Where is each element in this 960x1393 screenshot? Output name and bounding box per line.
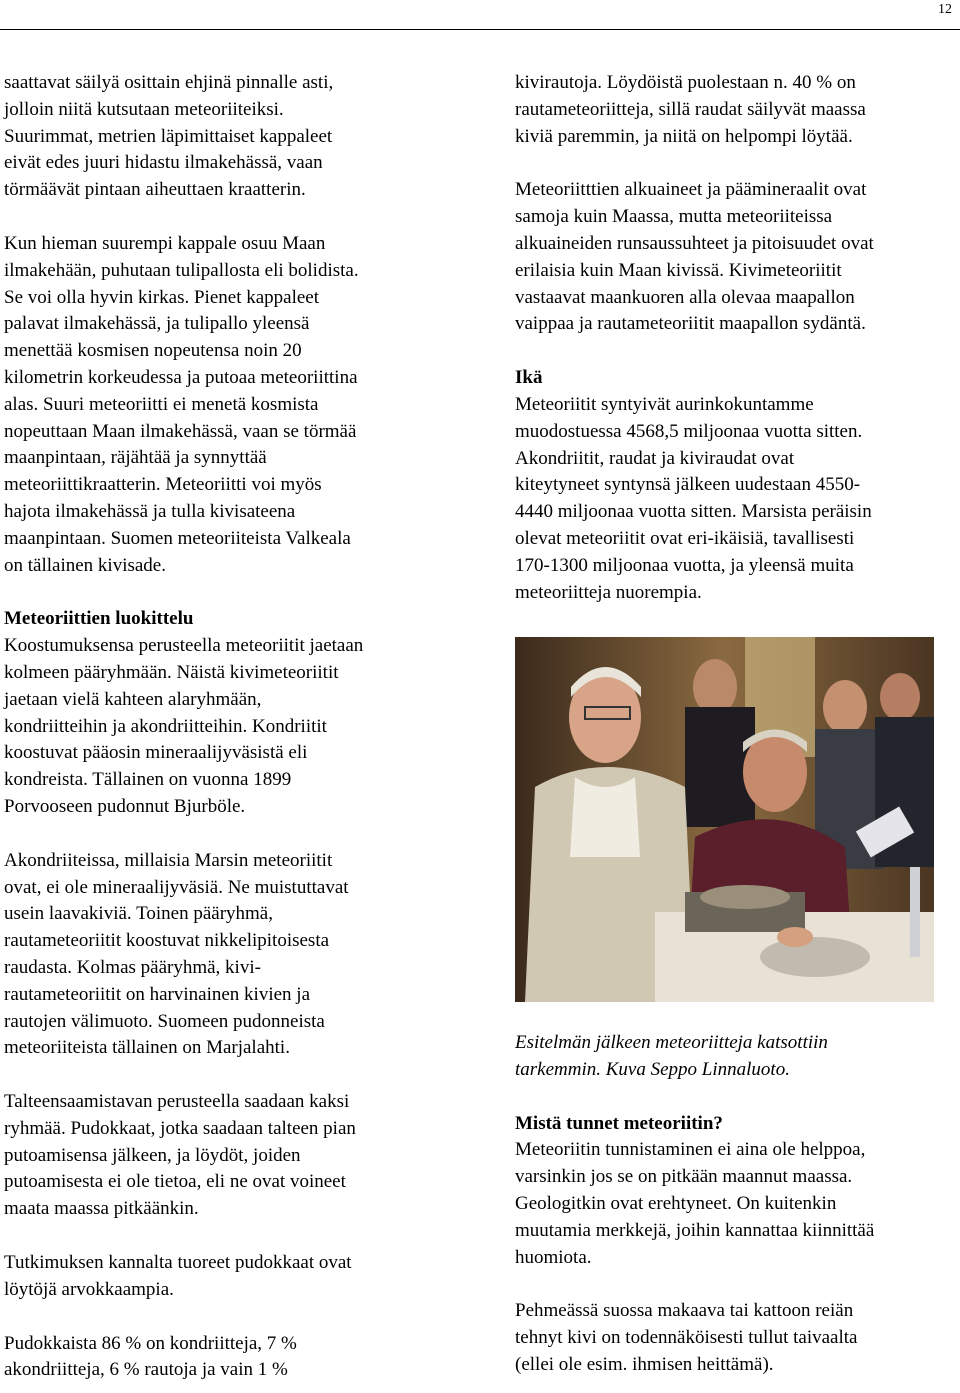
paragraph: Talteensaamistavan perusteella saadaan kaksi ryhmää. Pudokkaat, jotka saadaan talteen pian putoamisensa jälkeen, ja löydöt, joiden putoamisesta ei ole tietoa, eli ne ovat voineet maata maassa pitkäänkin. [4, 1091, 356, 1220]
paragraph: Kun hieman suurempi kappale osuu Maan ilmakehään, puhutaan tulipallosta eli bolidista. Se voi olla hyvin kirkas. Pienet kappaleet palavat ilmakehässä, ja tulipallo yleensä menettää kosmisen nopeutensa noin 20 kilometrin korkeudessa ja putoaa meteoriittina alas. Suuri meteoriitti ei menetä kosmista nopeuttaan Maan ilmakehässä, vaan se törmää maanpintaan, räjähtää ja synnyttää meteoriittikraatterin. Meteoriitti voi myös hajota ilmakehässä ja tulla kivisateena maanpintaan. Suomen meteoriiteista Valkeala on tällainen kivisade. [4, 232, 359, 576]
paragraph: Koostumuksensa perusteella meteoriitit jaetaan kolmeen pääryhmään. Näistä kivimeteoriitit jaetaan vielä kahteen alaryhmään, kondriitteihin ja akondriitteihin. Kondriitit koostuvat pääosin mineraalijyväsistä eli kondreista. Tällainen on vuonna 1899 Porvooseen pudonnut Bjurböle. [4, 635, 364, 817]
left-column [4, 70, 474, 1384]
paragraph: Meteoriitin tunnistaminen ei aina ole helppoa, varsinkin jos se on pitkään maannut maassa. Geologitkin ovat erehtyneet. On kuitenkin muutamia merkkejä, joihin kannattaa kiinnittää huomiota. [515, 1139, 875, 1268]
paragraph: saattavat säilyä osittain ehjinä pinnalle asti, jolloin niitä kutsutaan meteoriiteiksi. Suurimmat, metrien läpimittaiset kappaleet eivät edes juuri hidastu ilmakehässä, vaan törmäävät pintaan aiheuttaen kraatterin. [4, 72, 334, 201]
photo-caption: Esitelmän jälkeen meteoriitteja katsottiin tarkemmin. Kuva Seppo Linnaluoto. [515, 1032, 828, 1080]
right-column [515, 70, 955, 606]
right-column-lower [515, 1030, 955, 1379]
paragraph: Meteoriitit syntyivät aurinkokuntamme muodostuessa 4568,5 miljoonaa vuotta sitten. Akondriitit, raudat ja kiviraudat ovat kiteytyneet syntynsä jälkeen uudestaan 4550- 4440 miljoonaa vuotta sitten. Marsista peräisin olevat meteoriitit ovat eri-ikäisiä, tavallisesti 170-1300 miljoonaa vuotta, ja yleensä muita meteoriitteja nuorempia. [515, 393, 872, 603]
photo-meteorite-viewing [515, 637, 934, 1002]
section-heading-age: Ikä [515, 367, 543, 389]
page-number: 12 [938, 2, 952, 17]
header-rule [0, 29, 960, 30]
section-heading-classification: Meteoriittien luokittelu [4, 608, 194, 630]
paragraph: kivirautoja. Löydöistä puolestaan n. 40 % on rautameteoriitteja, sillä raudat säilyvät maassa kiviä paremmin, ja niitä on helpompi löytää. [515, 72, 866, 147]
paragraph: Akondriiteissa, millaisia Marsin meteoriitit ovat, ei ole mineraalijyväsiä. Ne muistuttavat usein laavakiviä. Toinen pääryhmä, rautameteoriitit koostuvat nikkelipitoisesta raudasta. Kolmas pääryhmä, kivi- rautameteoriitit on harvinainen kivien ja rautojen välimuoto. Suomeen pudonneista meteoriiteista tällainen on Marjalahti. [4, 849, 349, 1059]
paragraph: Tutkimuksen kannalta tuoreet pudokkaat ovat löytöjä arvokkaampia. [4, 1252, 352, 1300]
paragraph: Pudokkaista 86 % on kondriitteja, 7 % akondriitteja, 6 % rautoja ja vain 1 % [4, 1332, 297, 1381]
section-heading-identify: Mistä tunnet meteoriitin? [515, 1112, 723, 1134]
paragraph: Meteoriitttien alkuaineet ja päämineraalit ovat samoja kuin Maassa, mutta meteoriiteissa alkuaineiden runsaussuhteet ja pitoisuudet ovat erilaisia kuin Maan kivissä. Kivimeteoriitit vastaavat maankuoren alla olevaa maapallon vaippaa ja rautameteoriitit maapallon sydäntä. [515, 179, 874, 335]
paragraph: Pehmeässä suossa makaava tai kattoon reiän tehnyt kivi on todennäköisesti tullut taivaalta (ellei ole esim. ihmisen heittämä). [515, 1300, 858, 1375]
